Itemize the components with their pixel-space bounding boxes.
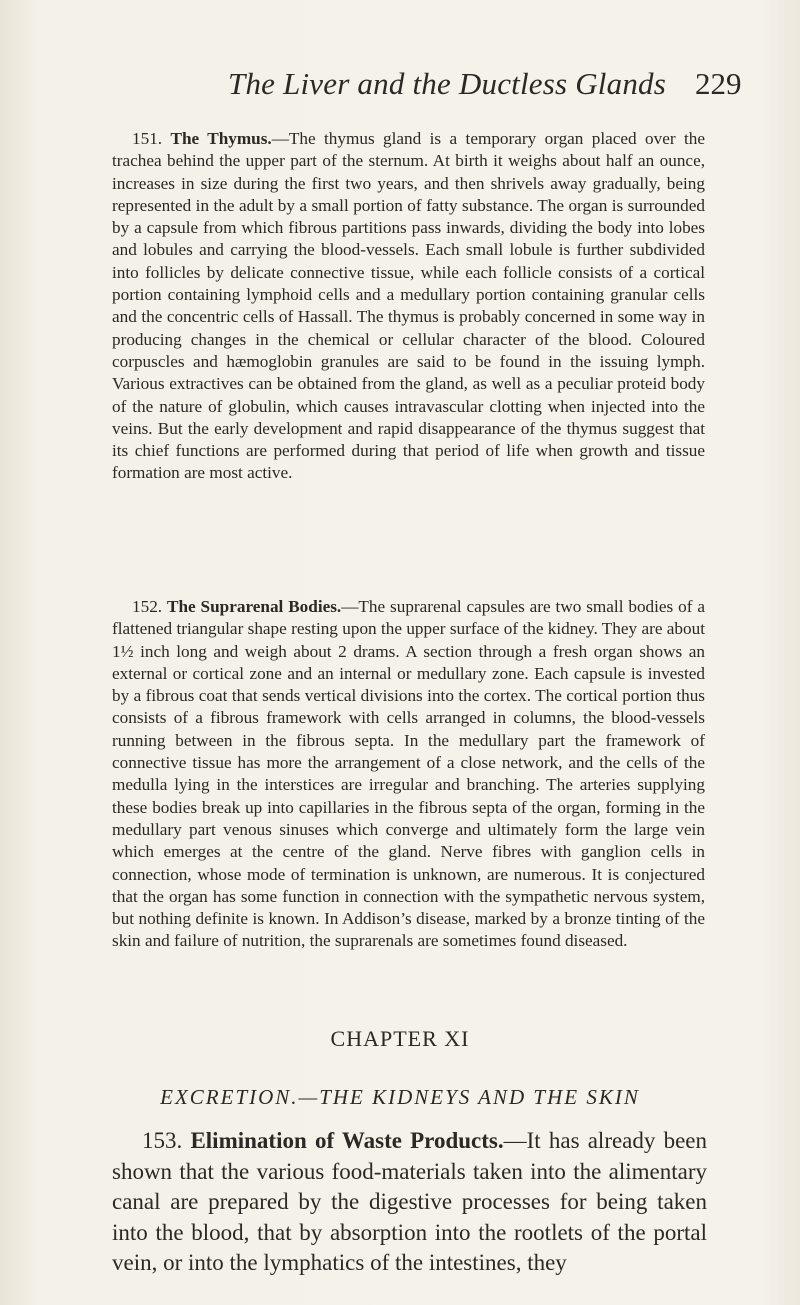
section-number: 152. — [132, 597, 163, 616]
section-suprarenal-bodies — [112, 596, 705, 953]
section-text: —It has already been shown that the various food-materials taken into the alimentary canal are prepared by the digestive processes for being taken into the blood, that by absorption into the rootlets of the portal vein, or into the lymphatics of the intestines, they — [112, 1128, 708, 1275]
section-elimination-of-waste — [112, 1126, 707, 1279]
section-text: —The thymus gland is a temporary organ placed over the trachea behind the upper part of the sternum. At birth it weighs about half an ounce, increases in size during the first two years, and then shrivels away gradually, being represented in the adult by a small portion of fatty substance. The organ is surrounded by a capsule from which fibrous partitions pass inwards, dividing the body into lobes and lobules and carrying the blood-vessels. Each small lobule is further subdivided into follicles by delicate connective tissue, while each follicle consists of a cortical portion containing lymphoid cells and a medullary portion containing granular cells and the concentric cells of Hassall. The thymus is probably concerned in some way in producing changes in the chemical or cellular character of the blood. Coloured corpuscles and hæmoglobin granules are said to be found in the issuing lymph. Various extractives can be obtained from the gland, as well as a peculiar proteid body of the nature of globulin, which causes intravascular clotting when injected into the veins. But the early development and rapid disappearance of the thymus suggest that its chief functions are performed during that period of life when growth and tissue formation are most active. — [112, 129, 706, 483]
paragraph — [112, 128, 705, 485]
section-heading: Elimination of Waste Products. — [190, 1128, 504, 1153]
page-number: 229 — [695, 66, 742, 101]
paragraph — [112, 1126, 707, 1279]
section-thymus — [112, 128, 705, 485]
chapter-subtitle: EXCRETION.—THE KIDNEYS AND THE SKIN — [160, 1085, 640, 1109]
running-head: The Liver and the Ductless Glands — [228, 66, 666, 101]
section-heading: The Suprarenal Bodies. — [166, 597, 342, 616]
paragraph — [112, 596, 705, 953]
section-number: 153. — [142, 1128, 183, 1153]
section-number: 151. — [132, 129, 163, 148]
chapter-title: CHAPTER XI — [330, 1026, 470, 1051]
section-text: —The suprarenal capsules are two small bodies of a flattened triangular shape resting upon the upper surface of the kidney. They are about 1½ inch long and weigh about 2 drams. A section through a fresh organ shows an external or cortical zone and an internal or medullary zone. Each capsule is invested by a fibrous coat that sends vertical divisions into the cortex. The cortical portion thus consists of a fibrous framework with cells arranged in columns, the blood-vessels running between in the fibrous septa. In the medullary part the framework of connective tissue has more the arrangement of a close network, and the cells of the medulla lying in the interstices are irregular and branching. The arteries supplying these bodies break up into capillaries in the fibrous septa of the organ, forming in the medullary part venous sinuses which converge and ultimately form the large vein which emerges at the centre of the gland. Nerve fibres with ganglion cells in connection, whose mode of termination is unknown, are numerous. It is conjectured that the organ has some function in connection with the sympathetic nervous system, but nothing definite is known. In Addison’s disease, marked by a bronze tinting of the skin and failure of nutrition, the suprarenals are sometimes found diseased. — [112, 597, 705, 951]
section-heading: The Thymus. — [170, 129, 272, 148]
